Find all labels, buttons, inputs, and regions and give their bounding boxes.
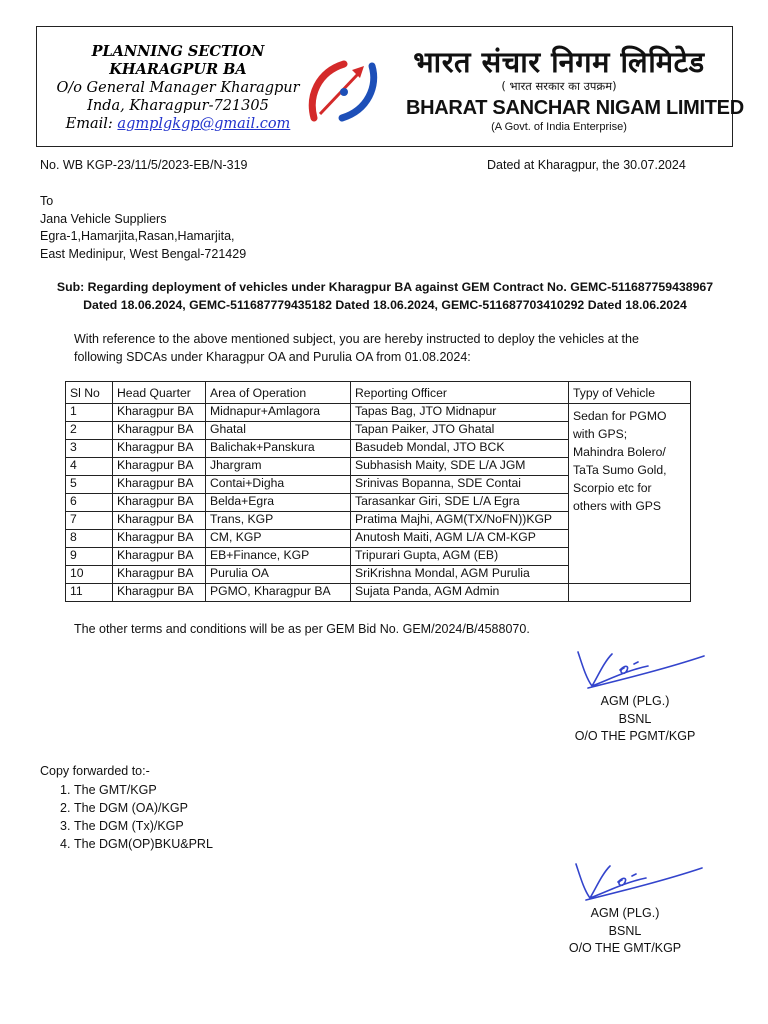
cell-officer: Sujata Panda, AGM Admin — [351, 584, 569, 602]
list-item: 2. The DGM (OA)/KGP — [60, 801, 188, 815]
letter-number: No. WB KGP-23/11/5/2023-EB/N-319 — [40, 158, 248, 172]
cell-sl-no: 9 — [66, 548, 113, 566]
intro-line: following SDCAs under Kharagpur OA and Purulia OA from 01.08.2024: — [74, 349, 471, 364]
org-name-hindi: भारत संचार निगम लिमिटेड — [413, 45, 705, 79]
signatory-designation: AGM (PLG.) — [600, 694, 670, 708]
cell-head-quarter: Kharagpur BA — [113, 440, 206, 458]
signatory-office: O/O THE GMT/KGP — [568, 941, 682, 955]
bsnl-logo-icon — [306, 56, 380, 126]
org-name-english: BHARAT SANCHAR NIGAM LIMITED — [406, 97, 744, 119]
cell-head-quarter: Kharagpur BA — [113, 476, 206, 494]
cell-area: PGMO, Kharagpur BA — [206, 584, 351, 602]
signatory-office: O/O THE PGMT/KGP — [574, 729, 696, 743]
header-vehicle-type: Typy of Vehicle — [569, 382, 691, 404]
org-subtitle-hindi: ( भारत सरकार का उपक्रम) — [501, 79, 617, 93]
vehicle-type-line: TaTa Sumo Gold, — [573, 463, 667, 477]
signatory-org: BSNL — [618, 711, 652, 726]
list-item: 1. The GMT/KGP — [60, 783, 157, 797]
vehicle-deployment-table — [65, 381, 691, 602]
signature-block-2 — [530, 905, 720, 958]
cell-head-quarter: Kharagpur BA — [113, 458, 206, 476]
addressee-line: East Medinipur, West Bengal-721429 — [40, 246, 247, 261]
addressee-line: Jana Vehicle Suppliers — [40, 211, 167, 226]
cell-head-quarter: Kharagpur BA — [113, 422, 206, 440]
cell-area: Jhargram — [206, 458, 351, 476]
cell-head-quarter: Kharagpur BA — [113, 494, 206, 512]
subject-line: Sub: Regarding deployment of vehicles under Kharagpur BA against GEM Contract No. GEMC-511687759438967 — [56, 280, 714, 294]
header-sl-no: Sl No — [66, 382, 113, 404]
cell-area: Ghatal — [206, 422, 351, 440]
cell-head-quarter: Kharagpur BA — [113, 404, 206, 422]
vehicle-type-line: with GPS; — [573, 427, 628, 441]
letter-date: Dated at Kharagpur, the 30.07.2024 — [487, 158, 686, 172]
cell-sl-no: 5 — [66, 476, 113, 494]
email-line — [46, 115, 310, 133]
subject — [40, 279, 730, 314]
cell-officer: Tarasankar Giri, SDE L/A Egra — [351, 494, 569, 512]
cell-area: EB+Finance, KGP — [206, 548, 351, 566]
cell-sl-no: 3 — [66, 440, 113, 458]
cell-officer: Anutosh Maiti, AGM L/A CM-KGP — [351, 530, 569, 548]
cell-head-quarter: Kharagpur BA — [113, 548, 206, 566]
unit-name: KHARAGPUR BA — [109, 61, 247, 78]
header-area: Area of Operation — [206, 382, 351, 404]
cell-area: CM, KGP — [206, 530, 351, 548]
cell-head-quarter: Kharagpur BA — [113, 566, 206, 584]
signatory-designation: AGM (PLG.) — [590, 906, 660, 920]
table-header-row — [66, 382, 691, 404]
section-name: PLANNING SECTION — [91, 43, 265, 60]
cell-sl-no: 4 — [66, 458, 113, 476]
cell-sl-no: 1 — [66, 404, 113, 422]
cell-sl-no: 2 — [66, 422, 113, 440]
cell-sl-no: 11 — [66, 584, 113, 602]
cell-officer: Pratima Majhi, AGM(TX/NoFN))KGP — [351, 512, 569, 530]
cell-head-quarter: Kharagpur BA — [113, 530, 206, 548]
copy-forwarded-title: Copy forwarded to:- — [40, 764, 150, 778]
office-address: Inda, Kharagpur-721305 — [87, 98, 269, 114]
intro-line: With reference to the above mentioned subject, you are hereby instructed to deploy the vehicles at the — [74, 332, 639, 346]
address-block — [40, 193, 246, 263]
list-item: 3. The DGM (Tx)/KGP — [60, 819, 184, 833]
copy-list — [60, 781, 213, 853]
cell-area: Belda+Egra — [206, 494, 351, 512]
cell-area: Purulia OA — [206, 566, 351, 584]
org-subtitle-english: (A Govt. of India Enterprise) — [491, 121, 627, 133]
cell-officer: Basudeb Mondal, JTO BCK — [351, 440, 569, 458]
cell-sl-no: 7 — [66, 512, 113, 530]
header-officer: Reporting Officer — [351, 382, 569, 404]
cell-officer: Srinivas Bopanna, SDE Contai — [351, 476, 569, 494]
cell-vehicle-type-empty — [569, 584, 691, 602]
table-row — [66, 404, 691, 422]
email-link[interactable]: agmplgkgp@gmail.com — [117, 116, 291, 132]
cell-officer: Tapas Bag, JTO Midnapur — [351, 404, 569, 422]
cell-area: Contai+Digha — [206, 476, 351, 494]
vehicle-type-line: Mahindra Bolero/ — [573, 445, 666, 459]
vehicle-type-line: Scorpio etc for — [573, 481, 652, 495]
cell-officer: Tapan Paiker, JTO Ghatal — [351, 422, 569, 440]
cell-head-quarter: Kharagpur BA — [113, 584, 206, 602]
office-block — [46, 43, 310, 133]
cell-head-quarter: Kharagpur BA — [113, 512, 206, 530]
cell-officer: Subhasish Maity, SDE L/A JGM — [351, 458, 569, 476]
cell-area: Trans, KGP — [206, 512, 351, 530]
terms-text: The other terms and conditions will be as per GEM Bid No. GEM/2024/B/4588070. — [74, 622, 530, 636]
header-head-quarter: Head Quarter — [113, 382, 206, 404]
addressee-line: Egra-1,Hamarjita,Rasan,Hamarjita, — [40, 229, 235, 243]
cell-area: Balichak+Panskura — [206, 440, 351, 458]
cell-vehicle-type — [569, 404, 691, 584]
signatory-org: BSNL — [608, 923, 642, 938]
vehicle-type-line: Sedan for PGMO — [573, 409, 667, 423]
vehicle-type-line: others with GPS — [573, 499, 662, 513]
intro-paragraph — [74, 331, 694, 366]
cell-officer: SriKrishna Mondal, AGM Purulia — [351, 566, 569, 584]
signature-image-2 — [566, 852, 706, 902]
office-name: O/o General Manager Kharagpur — [56, 80, 300, 96]
subject-line: Dated 18.06.2024, GEMC-511687779435182 Dated 18.06.2024, GEMC-511687703410292 Dated 18.06.2024 — [83, 297, 687, 312]
email-label: Email: — [65, 116, 113, 132]
table-row — [66, 584, 691, 602]
cell-officer: Tripurari Gupta, AGM (EB) — [351, 548, 569, 566]
list-item: 4. The DGM(OP)BKU&PRL — [60, 837, 213, 851]
cell-sl-no: 8 — [66, 530, 113, 548]
cell-sl-no: 10 — [66, 566, 113, 584]
signature-image-1 — [568, 640, 708, 690]
signature-block-1 — [540, 693, 730, 746]
cell-sl-no: 6 — [66, 494, 113, 512]
to-label: To — [40, 194, 54, 208]
cell-area: Midnapur+Amlagora — [206, 404, 351, 422]
